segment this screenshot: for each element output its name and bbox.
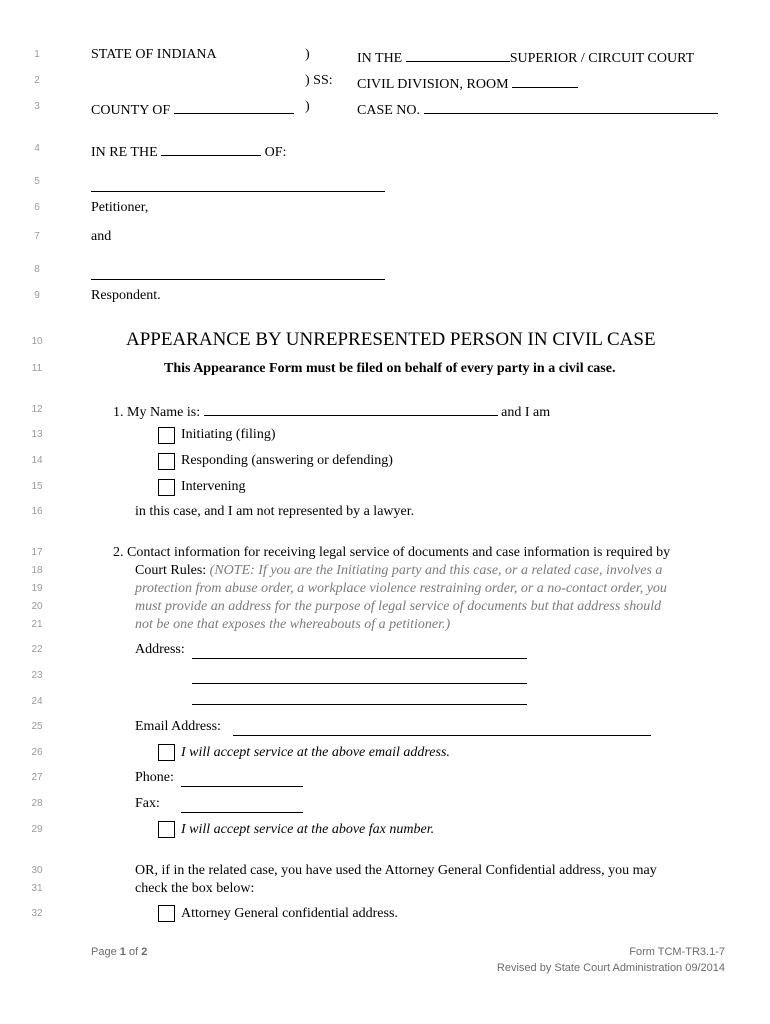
- and-i-am-label: and I am: [501, 405, 551, 420]
- line-number: 8: [34, 264, 40, 275]
- line-number: 20: [31, 601, 43, 612]
- county-line: [91, 99, 294, 119]
- page-total: 2: [141, 946, 148, 958]
- page-current: 1: [119, 946, 126, 958]
- phone-label: Phone:: [135, 770, 174, 785]
- page-word: Page: [91, 946, 117, 958]
- section-number: 1.: [113, 405, 124, 420]
- room-field[interactable]: [512, 73, 578, 88]
- line-number: 7: [34, 231, 40, 242]
- email-field[interactable]: [233, 735, 651, 736]
- line-number: 19: [31, 583, 43, 594]
- email-accept-checkbox[interactable]: [158, 744, 175, 761]
- caption-paren: ): [305, 99, 310, 114]
- address-field[interactable]: [192, 683, 527, 684]
- in-re-line: [91, 141, 286, 161]
- line-number: 3: [34, 101, 40, 112]
- case-no-label: CASE NO.: [357, 103, 421, 118]
- line-number: 29: [31, 824, 43, 835]
- line-number: 27: [31, 772, 43, 783]
- court-type-label: SUPERIOR / CIRCUIT COURT: [509, 51, 695, 66]
- initiating-label: Initiating (filing): [181, 427, 276, 442]
- address-field[interactable]: [192, 658, 527, 659]
- court-rules-line: [135, 563, 662, 579]
- respondent-name-field[interactable]: [91, 279, 385, 280]
- section-2-intro: Contact information for receiving legal service of documents and case information is required by: [127, 545, 671, 560]
- line-number: 24: [31, 696, 43, 707]
- line-number: 9: [34, 290, 40, 301]
- petitioner-name-field[interactable]: [91, 191, 385, 192]
- of-label: OF:: [264, 145, 287, 160]
- email-accept-label: I will accept service at the above email address.: [181, 745, 450, 760]
- court-county-field[interactable]: [406, 47, 510, 62]
- fax-field[interactable]: [181, 812, 303, 813]
- line-number: 15: [31, 481, 43, 492]
- line-number: 2: [34, 75, 40, 86]
- ag-intro: OR, if in the related case, you have used the Attorney General Confidential address, you may: [135, 863, 657, 878]
- ss-label: ) SS:: [305, 73, 333, 88]
- line-number: 17: [31, 547, 43, 558]
- division-line: [357, 73, 578, 93]
- line-number: 25: [31, 721, 43, 732]
- line-number: 11: [31, 363, 43, 374]
- note-text: not be one that exposes the whereabouts of a petitioner.): [135, 617, 451, 632]
- matter-field[interactable]: [161, 141, 261, 156]
- ag-confidential-checkbox[interactable]: [158, 905, 175, 922]
- page-indicator: [91, 946, 147, 958]
- line-number: 32: [31, 908, 43, 919]
- ag-intro: check the box below:: [135, 881, 255, 896]
- section-2-intro-line: [113, 545, 670, 561]
- caption-paren: ): [305, 47, 310, 62]
- line-number: 22: [31, 644, 43, 655]
- form-id: Form TCM-TR3.1-7: [629, 946, 725, 958]
- phone-field[interactable]: [181, 786, 303, 787]
- line-number: 5: [34, 176, 40, 187]
- address-field[interactable]: [192, 704, 527, 705]
- email-label: Email Address:: [135, 719, 221, 734]
- county-field[interactable]: [174, 99, 294, 114]
- my-name-field[interactable]: [204, 401, 498, 416]
- section-1-name-line: [113, 401, 550, 421]
- line-number: 1: [34, 49, 40, 60]
- line-number: 31: [31, 883, 43, 894]
- case-no-line: [357, 99, 718, 119]
- line-number: 21: [31, 619, 43, 630]
- form-title: APPEARANCE BY UNREPRESENTED PERSON IN CIVIL CASE: [126, 329, 656, 350]
- section-number: 2.: [113, 545, 124, 560]
- and-label: and: [91, 229, 112, 244]
- case-number-field[interactable]: [424, 99, 718, 114]
- line-number: 28: [31, 798, 43, 809]
- line-number: 26: [31, 747, 43, 758]
- note-text: (NOTE: If you are the Initiating party and this case, or a related case, involves a: [209, 563, 663, 578]
- responding-label: Responding (answering or defending): [181, 453, 393, 468]
- state-label: STATE OF INDIANA: [91, 47, 217, 62]
- line-number: 10: [31, 336, 43, 347]
- fax-accept-label: I will accept service at the above fax number.: [181, 822, 435, 837]
- county-label: COUNTY OF: [91, 103, 171, 118]
- line-number: 12: [31, 404, 43, 415]
- line-number: 30: [31, 865, 43, 876]
- address-label: Address:: [135, 642, 185, 657]
- revision-note: Revised by State Court Administration 09/2014: [496, 962, 725, 974]
- line-number: 23: [31, 670, 43, 681]
- line-number: 6: [34, 202, 40, 213]
- court-line: [357, 47, 694, 67]
- petitioner-label: Petitioner,: [91, 200, 149, 215]
- line-number: 4: [34, 143, 40, 154]
- note-text: protection from abuse order, a workplace violence restraining order, or a no-contact order, you: [135, 581, 667, 596]
- fax-label: Fax:: [135, 796, 160, 811]
- line-number: 18: [31, 565, 43, 576]
- fax-accept-checkbox[interactable]: [158, 821, 175, 838]
- initiating-checkbox[interactable]: [158, 427, 175, 444]
- ag-confidential-label: Attorney General confidential address.: [181, 906, 398, 921]
- line-number: 13: [31, 429, 43, 440]
- responding-checkbox[interactable]: [158, 453, 175, 470]
- section-1-closing: in this case, and I am not represented by a lawyer.: [135, 504, 415, 519]
- in-re-label: IN RE THE: [91, 145, 158, 160]
- line-number: 14: [31, 455, 43, 466]
- in-the-label: IN THE: [357, 51, 403, 66]
- note-text: must provide an address for the purpose of legal service of documents but that address should: [135, 599, 662, 614]
- intervening-label: Intervening: [181, 479, 246, 494]
- line-number: 16: [31, 506, 43, 517]
- page-of: of: [128, 946, 139, 958]
- intervening-checkbox[interactable]: [158, 479, 175, 496]
- my-name-label: My Name is:: [127, 405, 201, 420]
- division-label: CIVIL DIVISION, ROOM: [357, 77, 509, 92]
- respondent-label: Respondent.: [91, 288, 161, 303]
- court-rules-label: Court Rules:: [135, 563, 207, 578]
- form-subtitle: This Appearance Form must be filed on behalf of every party in a civil case.: [164, 361, 616, 376]
